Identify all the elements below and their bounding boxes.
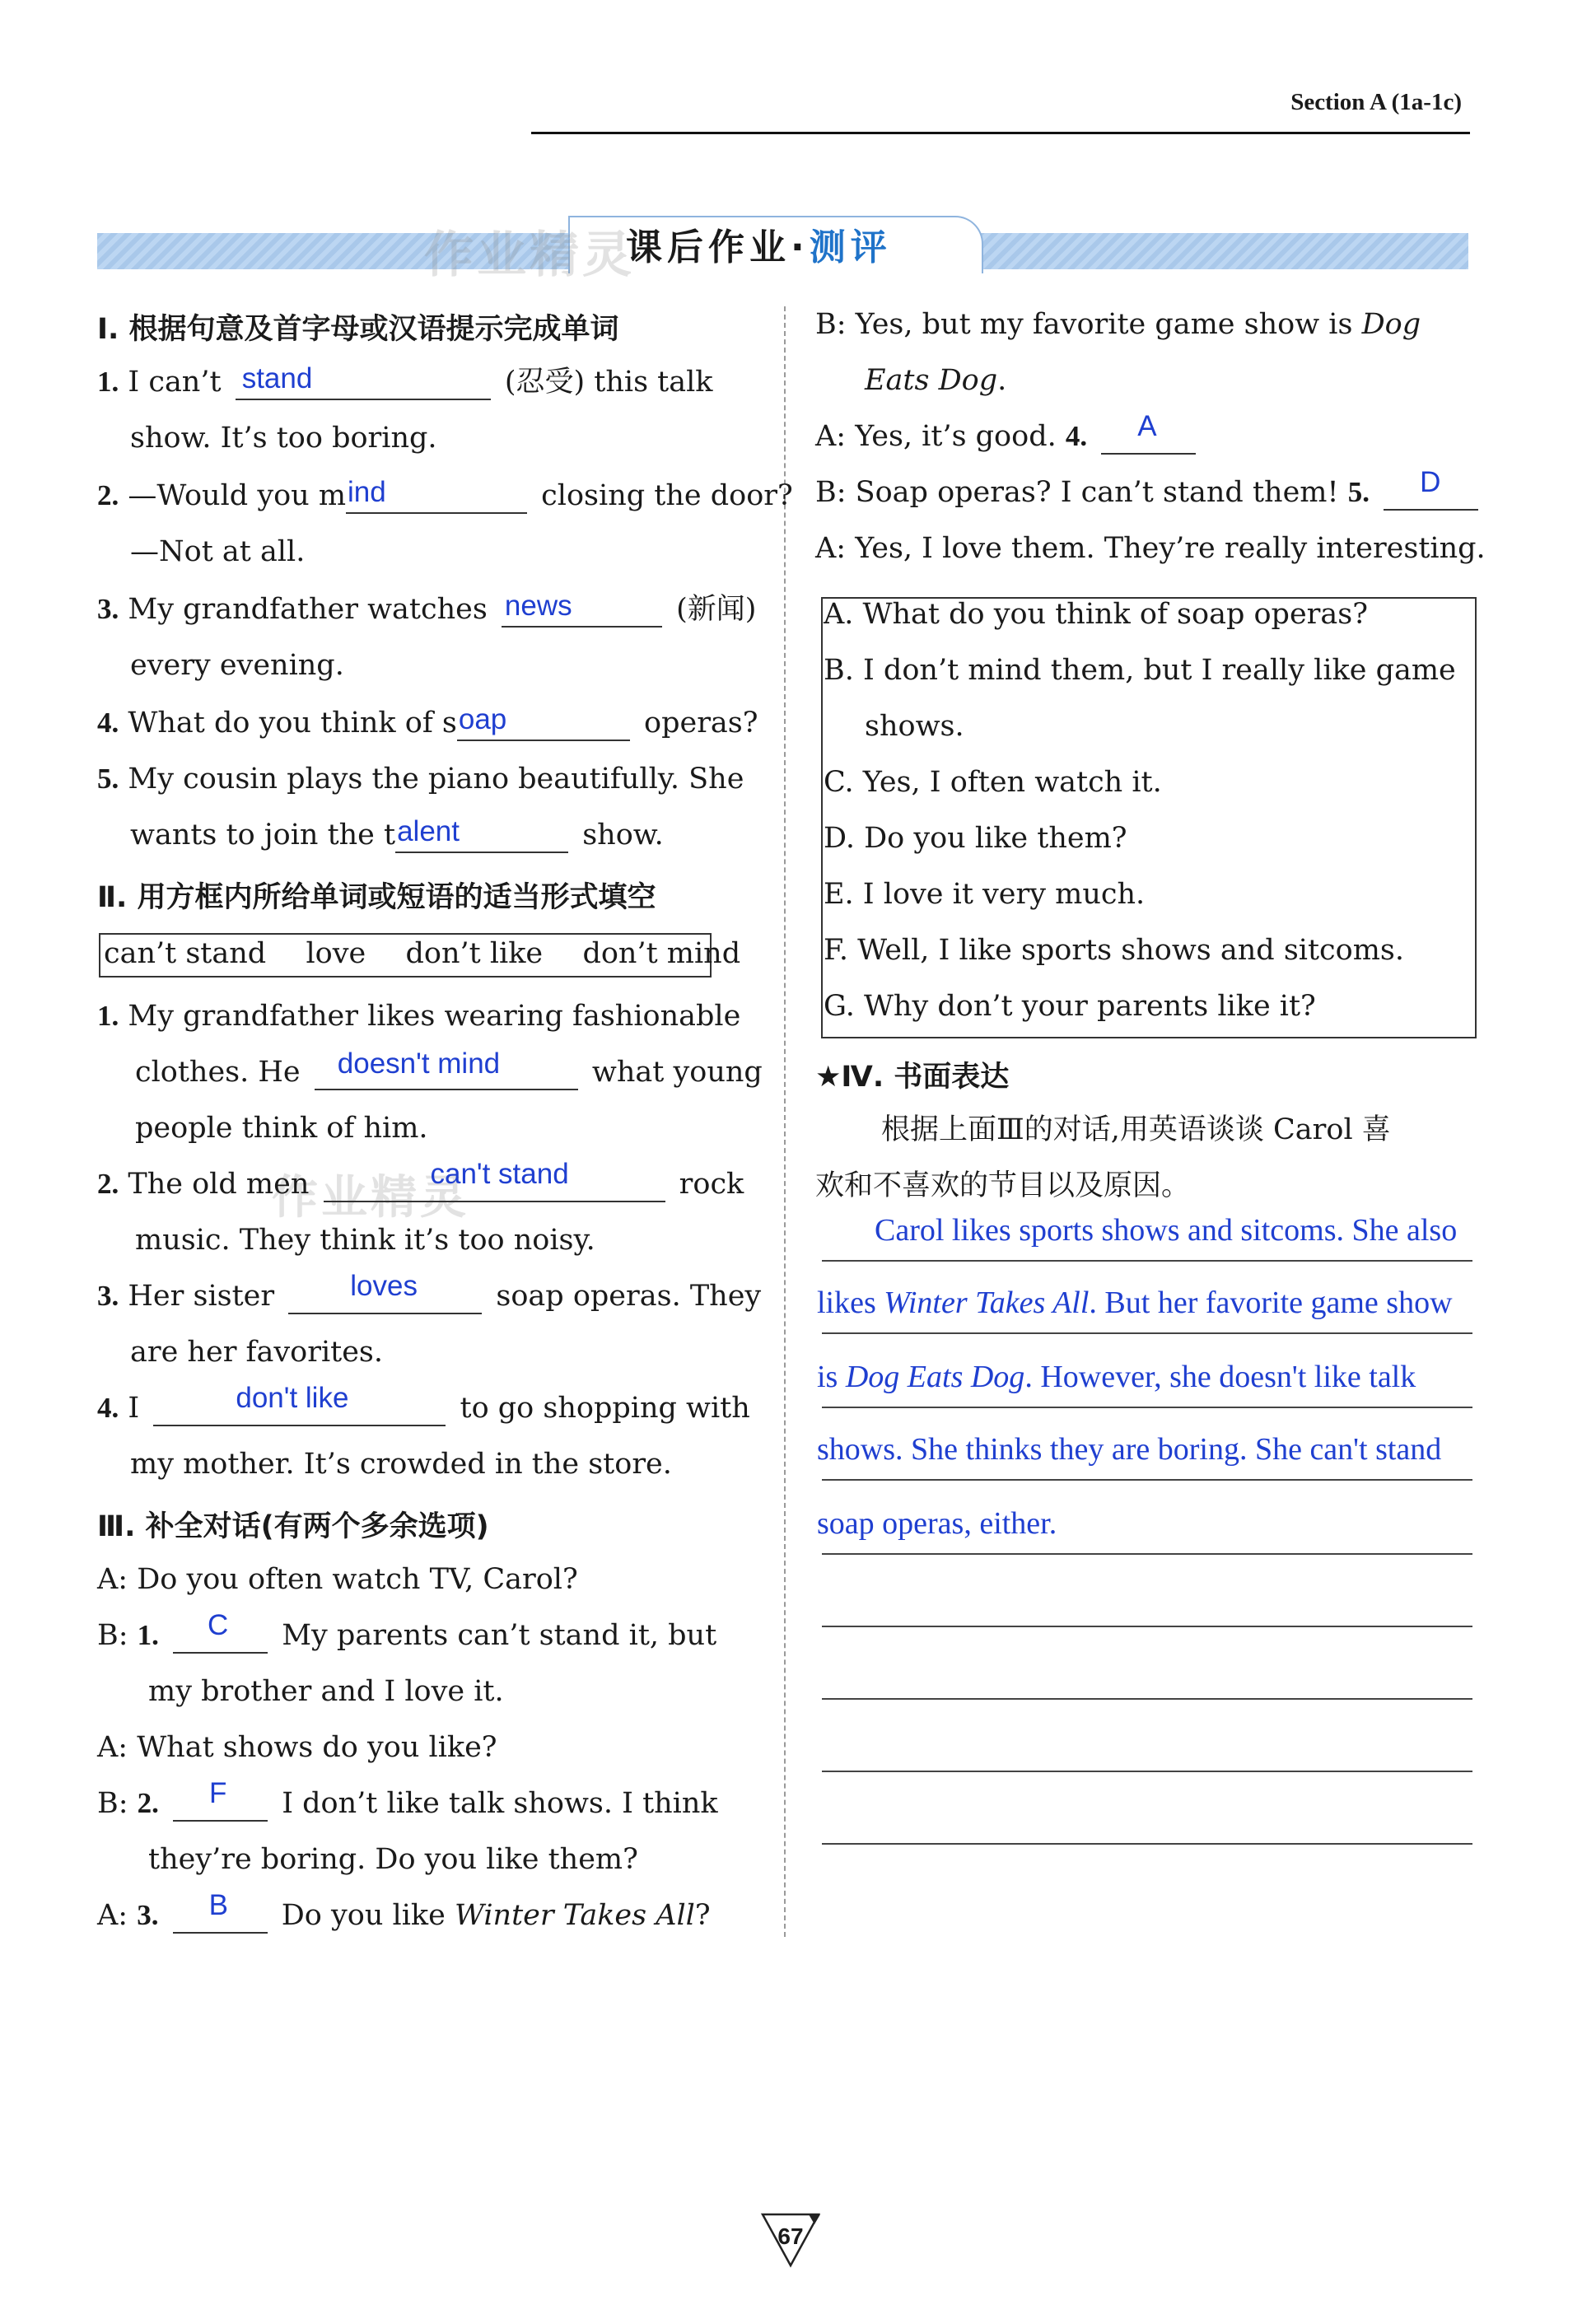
essay-line: shows. She thinks they are boring. She can't stand	[817, 1432, 1442, 1467]
dialog-line	[815, 306, 1421, 343]
option-g: G. Why don’t your parents like it?	[824, 990, 1316, 1023]
dialog-line	[97, 1609, 717, 1654]
q-text: I	[128, 1392, 140, 1425]
speaker: B:	[97, 1619, 128, 1652]
q-text: My cousin plays the piano beautifully. She	[128, 763, 744, 796]
show-title: Dog	[1361, 308, 1421, 341]
p2-q4-line1	[97, 1382, 750, 1426]
handwritten-answer: doesn't mind	[337, 1048, 501, 1080]
banner-title-main: 课后作业	[626, 226, 791, 268]
writing-line[interactable]	[822, 1407, 1472, 1408]
answer-blank[interactable]	[315, 1048, 578, 1090]
dialog-line: A: Do you often watch TV, Carol?	[97, 1563, 578, 1596]
p1-q1-line2: show. It’s too boring.	[130, 422, 437, 455]
handwritten-answer: B	[208, 1889, 228, 1921]
p1-q2-line1	[97, 478, 793, 514]
handwritten-answer: loves	[350, 1270, 418, 1302]
q-text: to go shopping with	[460, 1392, 750, 1425]
writing-line[interactable]	[822, 1553, 1472, 1555]
option-c: C. Yes, I often watch it.	[824, 766, 1162, 799]
q-text: rock	[679, 1168, 744, 1201]
dialog-text: .	[997, 364, 1007, 397]
handwritten-answer: can't stand	[430, 1158, 569, 1190]
q-text: what young	[591, 1056, 763, 1089]
q-number: 2.	[97, 479, 119, 511]
answer-blank[interactable]	[173, 1777, 268, 1822]
part2-title: Ⅱ. 用方框内所给单词或短语的适当形式填空	[97, 881, 656, 914]
writing-line[interactable]	[822, 1771, 1472, 1772]
p2-q3-line2: are her favorites.	[130, 1336, 384, 1369]
writing-line[interactable]	[822, 1698, 1472, 1700]
p1-q3-line1	[97, 591, 756, 628]
writing-line[interactable]	[822, 1260, 1472, 1262]
part3-title: Ⅲ. 补全对话(有两个多余选项)	[97, 1510, 489, 1543]
q-text: My grandfather watches	[128, 593, 488, 626]
answer-blank[interactable]	[173, 1609, 268, 1654]
p1-q3-line2: every evening.	[130, 649, 344, 682]
option-f: F. Well, I like sports shows and sitcoms.	[824, 934, 1404, 967]
q-number: 1.	[97, 366, 119, 398]
dialog-line: they’re boring. Do you like them?	[148, 1843, 638, 1876]
p1-q1-line1	[97, 364, 713, 400]
essay-line	[817, 1285, 1453, 1321]
dialog-text: My parents can’t stand it, but	[282, 1619, 717, 1652]
answer-blank[interactable]	[457, 703, 630, 741]
page-number: 67	[777, 2223, 804, 2249]
word-bank-item: can’t stand	[104, 937, 267, 970]
handwritten-answer: D	[1420, 466, 1441, 498]
show-title: Winter Takes All	[454, 1899, 695, 1932]
p2-q2-line1	[97, 1158, 744, 1202]
dialog-text: B: Soap operas? I can’t stand them!	[815, 476, 1339, 509]
p2-q1-line1	[97, 998, 740, 1034]
q-number: 5.	[1347, 476, 1370, 508]
banner-title-dot: ·	[791, 226, 810, 268]
p2-q1-line3: people think of him.	[135, 1112, 428, 1145]
q-number: 4.	[97, 1392, 119, 1424]
banner-title-accent: 测评	[809, 226, 892, 268]
writing-line[interactable]	[822, 1479, 1472, 1481]
header-rule	[531, 132, 1470, 134]
watermark: 作业精灵	[272, 1171, 469, 1225]
q-number: 4.	[1065, 420, 1088, 452]
q-text: The old men	[128, 1168, 310, 1201]
show-title: Eats Dog	[865, 364, 998, 397]
option-b: B. I don’t mind them, but I really like game	[824, 654, 1456, 687]
q-text: show.	[582, 819, 664, 852]
essay-line	[817, 1359, 1416, 1395]
handwritten-answer: don't like	[236, 1382, 349, 1414]
writing-line[interactable]	[822, 1332, 1472, 1334]
dialog-line	[815, 410, 1201, 455]
dialog-text: I don’t like talk shows. I think	[282, 1787, 718, 1820]
answer-blank[interactable]	[1101, 410, 1196, 455]
q-text: (新闻)	[676, 593, 757, 626]
dialog-text: A: Yes, it’s good.	[815, 420, 1057, 453]
essay-text: . However, she doesn't like talk	[1024, 1360, 1416, 1394]
answer-blank[interactable]	[153, 1382, 446, 1426]
q-number: 3.	[137, 1899, 159, 1931]
handwritten-answer: ind	[348, 476, 386, 508]
option-e: E. I love it very much.	[824, 878, 1146, 911]
p2-q2-line2: music. They think it’s too noisy.	[135, 1224, 595, 1257]
q-text: clothes. He	[135, 1056, 301, 1089]
p1-q2-line2: —Not at all.	[130, 535, 306, 568]
option-a: A. What do you think of soap operas?	[824, 598, 1368, 631]
answer-blank[interactable]	[236, 362, 491, 400]
q-number: 3.	[97, 1280, 119, 1312]
q-number: 2.	[137, 1787, 159, 1819]
option-b-cont: shows.	[865, 710, 964, 743]
watermark: 作业精灵	[424, 226, 635, 284]
dialog-line: A: What shows do you like?	[97, 1731, 497, 1764]
option-d: D. Do you like them?	[824, 822, 1127, 855]
word-bank-item: love	[306, 937, 366, 970]
speaker: A:	[97, 1899, 128, 1932]
show-title: Dog Eats Dog	[845, 1360, 1025, 1394]
q-text: My grandfather likes wearing fashionable	[128, 1000, 741, 1033]
answer-blank[interactable]	[288, 1270, 482, 1314]
answer-blank[interactable]	[324, 1158, 665, 1202]
q-number: 2.	[97, 1168, 119, 1200]
q-number: 3.	[97, 593, 119, 625]
answer-blank[interactable]	[395, 815, 568, 853]
dialog-line	[97, 1889, 711, 1934]
writing-line[interactable]	[822, 1843, 1472, 1845]
handwritten-answer: C	[208, 1609, 229, 1641]
word-bank	[104, 936, 740, 972]
p2-q1-line2	[135, 1048, 763, 1090]
dialog-line: A: Yes, I love them. They’re really interesting.	[815, 532, 1486, 565]
handwritten-answer: F	[209, 1777, 227, 1809]
word-bank-item: don’t like	[405, 937, 544, 970]
writing-line[interactable]	[822, 1626, 1472, 1627]
p1-q5-line2	[130, 817, 664, 853]
p1-q4-line1	[97, 705, 758, 741]
p1-q5-line1	[97, 761, 744, 797]
part4-prompt: 欢和不喜欢的节目以及原因。	[815, 1169, 1191, 1202]
handwritten-answer: A	[1137, 410, 1157, 442]
part4-prompt: 根据上面Ⅲ的对话,用英语谈谈 Carol 喜	[881, 1113, 1391, 1146]
q-text: —Would you m	[128, 479, 347, 512]
q-text: wants to join the t	[130, 819, 396, 852]
q-text: Her sister	[128, 1280, 275, 1313]
essay-line: Carol likes sports shows and sitcoms. She also	[875, 1213, 1458, 1248]
dialog-line	[865, 362, 1006, 399]
q-text: closing the door?	[541, 479, 793, 512]
section-label: Section A (1a-1c)	[1290, 89, 1462, 115]
part1-title: Ⅰ. 根据句意及首字母或汉语提示完成单词	[97, 313, 619, 346]
q-number: 5.	[97, 763, 119, 795]
handwritten-answer: alent	[397, 815, 460, 847]
dialog-text: ?	[694, 1899, 711, 1932]
dialog-line	[815, 466, 1483, 511]
handwritten-answer: news	[504, 590, 572, 622]
answer-blank[interactable]	[346, 476, 527, 514]
q-text: soap operas. They	[496, 1280, 762, 1313]
dialog-text: Do you like	[281, 1899, 446, 1932]
essay-text: is	[817, 1360, 838, 1394]
p2-q3-line1	[97, 1270, 762, 1314]
part4-title: ★Ⅳ. 书面表达	[815, 1061, 1010, 1094]
q-number: 4.	[97, 707, 119, 739]
essay-line: soap operas, either.	[817, 1506, 1057, 1541]
q-text: What do you think of s	[128, 707, 457, 740]
p2-q4-line2: my mother. It’s crowded in the store.	[130, 1448, 672, 1481]
speaker: B:	[97, 1787, 128, 1820]
essay-text: . But her favorite game show	[1089, 1285, 1453, 1320]
banner-title	[626, 217, 892, 270]
column-divider	[784, 306, 786, 1937]
handwritten-answer: stand	[241, 362, 313, 394]
dialog-line	[97, 1777, 718, 1822]
q-number: 1.	[97, 1000, 119, 1032]
answer-blank[interactable]	[173, 1889, 268, 1934]
handwritten-answer: oap	[458, 703, 507, 735]
show-title: Winter Takes All	[884, 1285, 1090, 1320]
q-text: (忍受) this talk	[504, 366, 713, 399]
dialog-line: my brother and I love it.	[148, 1675, 504, 1708]
dialog-text: B: Yes, but my favorite game show is	[815, 308, 1353, 341]
q-number: 1.	[137, 1619, 159, 1651]
q-text: operas?	[644, 707, 758, 740]
answer-blank[interactable]	[502, 590, 662, 628]
essay-text: likes	[817, 1285, 876, 1320]
word-bank-item: don’t mind	[582, 937, 741, 970]
q-text: I can’t	[128, 366, 222, 399]
answer-blank[interactable]	[1384, 466, 1478, 511]
